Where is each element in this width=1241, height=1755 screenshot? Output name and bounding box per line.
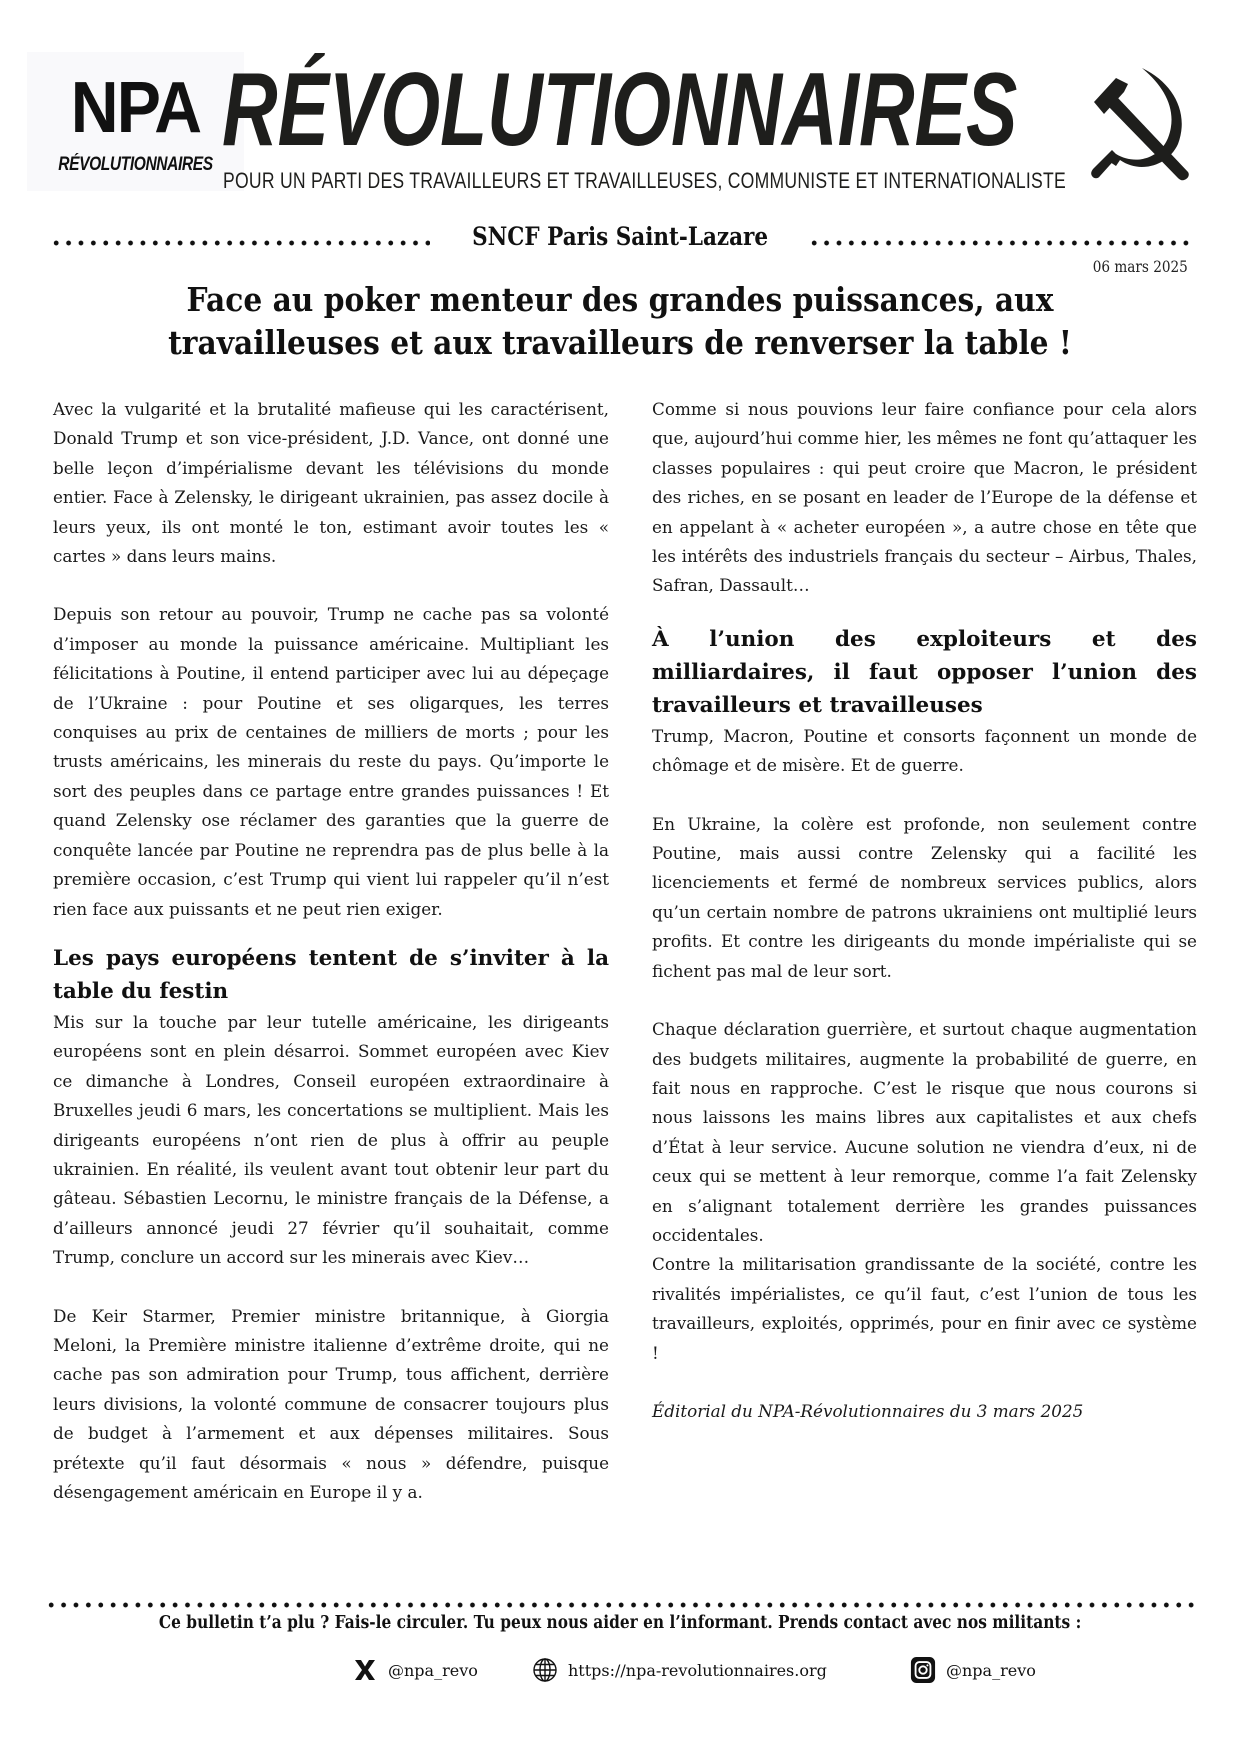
- contact-x-handle[interactable]: @npa_revo: [388, 1660, 478, 1680]
- footer-call-to-action: [0, 1613, 1241, 1633]
- right-column: [652, 395, 1197, 1455]
- logo-subtitle: RÉVOLUTIONNAIRES: [58, 154, 213, 175]
- headline-line-2: travailleuses et aux travailleurs de renverser la table !: [168, 323, 1072, 362]
- footer-dotted-rule: [45, 1600, 1197, 1610]
- paragraph: Comme si nous pouvions leur faire confiance pour cela alors que, aujourd’hui comme hier, les mêmes ne font qu’attaquer les classes populaires : qui peut croire que Macron, le président des riches, en se posant en leader de l’Europe de la défense et en appelant à « acheter européen », a autre chose en tête que les intérêts des industriels français du secteur – Airbus, Thales, Safran, Dassault…: [652, 399, 1197, 596]
- hammer-and-sickle-icon: [1080, 62, 1200, 187]
- paragraph: Chaque déclaration guerrière, et surtout chaque augmentation des budgets militaires, augmente la probabilité de guerre, en fait nous en rapproche. C’est le risque que nous courons si nous laissons les mains libres aux capitalistes et aux chefs d’État à leur service. Aucune solution ne viendra d’eux, ni de ceux qui se mettent à leur remorque, comme l’a fait Zelensky en s’alignant totalement derrière les grandes puissances occidentales.: [652, 1019, 1197, 1245]
- left-column: [53, 395, 609, 1507]
- masthead-title: RÉVOLUTIONNAIRES: [222, 52, 1018, 168]
- paragraph: Trump, Macron, Poutine et consorts façonnent un monde de chômage et de misère. Et de guerre.: [652, 725, 1197, 776]
- contact-website[interactable]: [532, 1657, 827, 1683]
- x-twitter-icon: [352, 1657, 378, 1683]
- masthead-tagline: POUR UN PARTI DES TRAVAILLEURS ET TRAVAILLEUSES, COMMUNISTE ET INTERNATIONALISTE: [223, 168, 1066, 193]
- headline: [40, 278, 1200, 364]
- paragraph: Mis sur la touche par leur tutelle américaine, les dirigeants européens sont en plein désarroi. Sommet européen avec Kiev ce dimanche à Londres, Conseil européen extraordinaire à Bruxelles jeudi 6 mars, les concertations se multiplient. Mais les dirigeants européens n’ont rien de plus à offrir au peuple ukrainien. En réalité, ils veulent avant tout obtenir leur part du gâteau. Sébastien Lecornu, le ministre français de la Défense, a d’ailleurs annoncé jeudi 27 février qu’il souhaitait, comme Trump, conclure un accord sur les minerais avec Kiev…: [53, 1011, 609, 1268]
- contact-instagram[interactable]: [910, 1657, 1036, 1683]
- contact-instagram-handle[interactable]: @npa_revo: [946, 1660, 1036, 1680]
- logo-npa-text: NPA: [70, 68, 201, 148]
- section-label-text: SNCF Paris Saint-Lazare: [464, 222, 777, 251]
- contact-website-url[interactable]: https://npa-revolutionnaires.org: [568, 1660, 827, 1680]
- signature: Éditorial du NPA-Révolutionnaires du 3 mars 2025: [652, 1400, 1084, 1421]
- subheading: À l’union des exploiteurs et des milliardaires, il faut opposer l’union des travailleurs et travailleuses: [652, 626, 1197, 718]
- instagram-icon: [910, 1657, 936, 1683]
- contact-x[interactable]: [352, 1657, 478, 1683]
- paragraph: Depuis son retour au pouvoir, Trump ne cache pas sa volonté d’imposer au monde la puissance américaine. Multipliant les félicitations à Poutine, il entend participer avec lui au dépeçage de l’Ukraine : pour Poutine et ses oligarques, les terres conquises au prix de centaines de milliers de morts ; pour les trusts américains, les minerais du reste du pays. Qu’importe le sort des peuples dans ce partage entre grandes puissances ! Et quand Zelensky ose réclamer des garanties que la guerre de conquête lancée par Poutine ne reprendra pas de plus belle à la première occasion, c’est Trump qui vient lui rappeler qu’il n’est rien face aux puissants et ne peut rien exiger.: [53, 604, 609, 919]
- paragraph: Avec la vulgarité et la brutalité mafieuse qui les caractérisent, Donald Trump et son vice-président, J.D. Vance, ont donné une belle leçon d’impérialisme devant les télévisions du monde entier. Face à Zelensky, le dirigeant ukrainien, pas assez docile à leurs yeux, ils ont monté le ton, estimant avoir toutes les « cartes » dans leurs mains.: [53, 399, 609, 567]
- subheading: Les pays européens tentent de s’inviter à la table du festin: [53, 945, 609, 1004]
- footer-call-to-action-text: Ce bulletin t’a plu ? Fais-le circuler. Tu peux nous aider en l’informant. Prends contact avec nos militants :: [159, 1613, 1082, 1633]
- section-label: [0, 222, 1241, 251]
- paragraph: Contre la militarisation grandissante de la société, contre les rivalités impérialistes, ce qu’il faut, c’est l’union de tous les travailleurs, exploités, opprimés, pour en finir avec ce système !: [652, 1254, 1197, 1363]
- npa-logo: [27, 52, 244, 191]
- paragraph: En Ukraine, la colère est profonde, non seulement contre Poutine, mais aussi contre Zelensky qui a facilité les licenciements et fermé de nombreux services publics, alors qu’un certain nombre de patrons ukrainiens ont multiplié leurs profits. Et contre les dirigeants du monde impérialiste qui se fichent pas mal de leur sort.: [652, 813, 1197, 981]
- headline-line-1: Face au poker menteur des grandes puissances, aux: [186, 280, 1054, 319]
- publication-date: 06 mars 2025: [1092, 257, 1188, 276]
- globe-icon: [532, 1657, 558, 1683]
- paragraph: De Keir Starmer, Premier ministre britannique, à Giorgia Meloni, la Première ministre italienne d’extrême droite, qui ne cache pas son admiration pour Trump, tous affichent, derrière leurs divisions, la volonté commune de consacrer toujours plus de budget à l’armement et aux dépenses militaires. Sous prétexte qu’il faut désormais « nous » défendre, puisque désengagement américain en Europe il y a.: [53, 1305, 609, 1502]
